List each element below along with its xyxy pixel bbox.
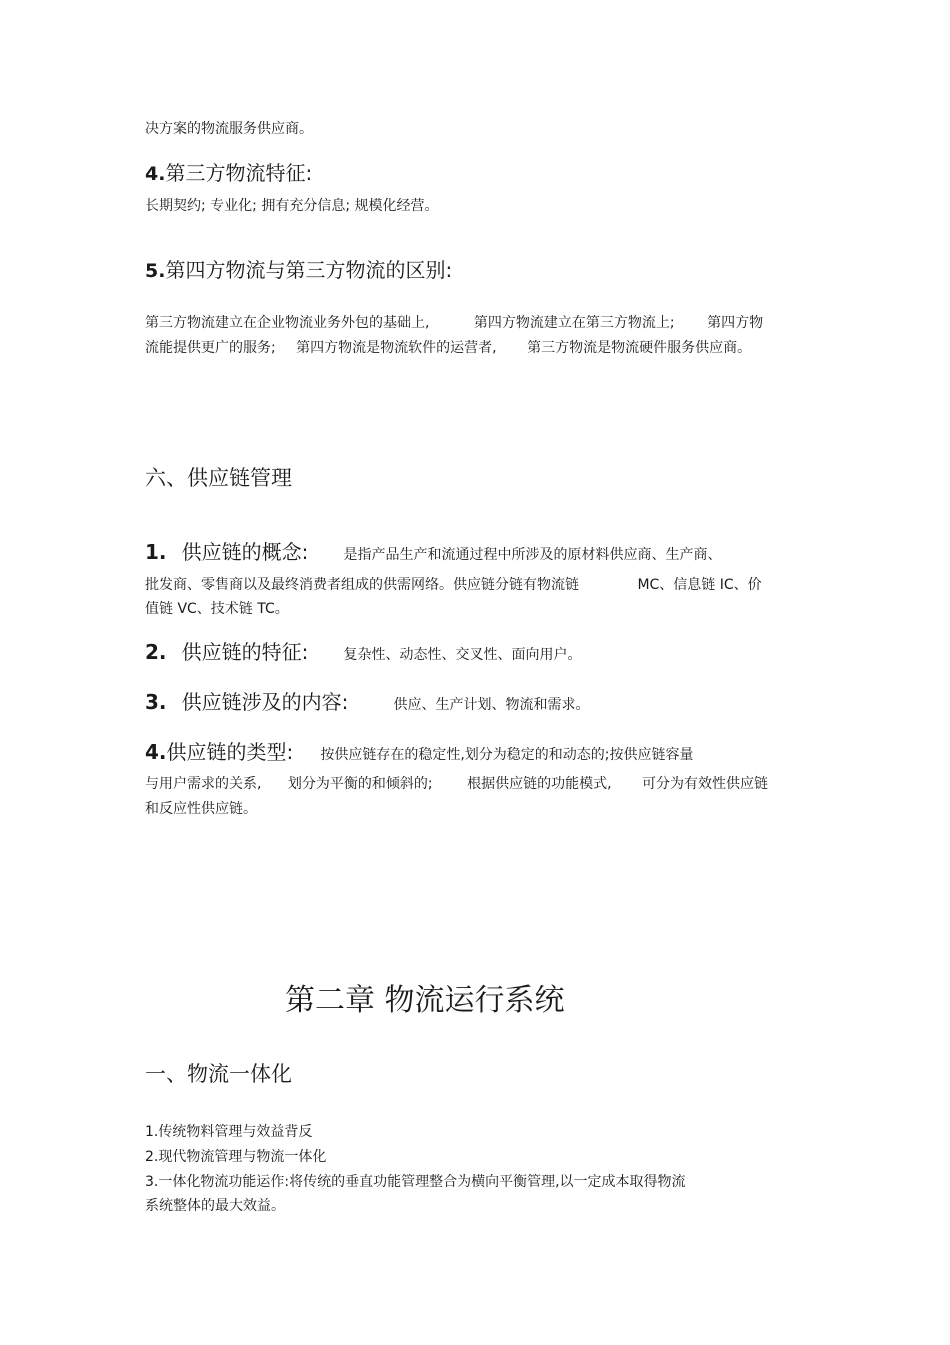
item-number: 2. xyxy=(145,640,167,664)
text-segment: 第四方物流是物流软件的运营者, xyxy=(296,340,497,356)
concept-line-2 xyxy=(145,574,762,594)
heading-text: 第三方物流特征: xyxy=(165,161,313,185)
text-segment: 第四方物 xyxy=(707,315,764,331)
text-segment: 可分为有效性供应链 xyxy=(641,776,768,792)
concept-line-3: 值链 VC、技术链 TC。 xyxy=(145,601,289,617)
difference-line-1 xyxy=(145,312,763,332)
item-title: 供应链的特征: xyxy=(181,640,309,664)
list-item: 3.一体化物流功能运作:将传统的垂直功能管理整合为横向平衡管理,以一定成本取得物流 xyxy=(145,1174,686,1190)
list-item: 2.现代物流管理与物流一体化 xyxy=(145,1149,327,1165)
difference-line-2 xyxy=(145,337,751,357)
heading-number: 4. xyxy=(145,163,166,185)
item-text: 复杂性、动态性、交叉性、面向用户。 xyxy=(343,647,582,663)
text-segment: 根据供应链的功能模式, xyxy=(467,776,612,792)
heading-number: 5. xyxy=(145,260,166,282)
text-segment: 第三方物流是物流硬件服务供应商。 xyxy=(527,340,752,356)
3pl-features-text: 长期契约; 专业化; 拥有充分信息; 规模化经营。 xyxy=(145,198,439,214)
text-segment: 第四方物流建立在第三方物流上; xyxy=(473,315,675,331)
supply-chain-concept xyxy=(145,536,721,565)
section-title-integration: 一、物流一体化 xyxy=(145,1062,292,1086)
types-line-2 xyxy=(145,773,768,793)
item-text: 供应、生产计划、物流和需求。 xyxy=(393,697,590,713)
text-segment: 流能提供更广的服务; xyxy=(145,340,276,356)
supply-chain-contents xyxy=(145,686,589,715)
item-number: 4. xyxy=(145,740,167,764)
heading-text: 第四方物流与第三方物流的区别: xyxy=(165,258,453,282)
item-title: 供应链涉及的内容: xyxy=(181,690,349,714)
item-text: 是指产品生产和流通过程中所涉及的原材料供应商、生产商、 xyxy=(343,547,722,563)
text-segment: 第三方物流建立在企业物流业务外包的基础上, xyxy=(145,315,430,331)
item-number: 1. xyxy=(145,540,167,564)
text-segment: 与用户需求的关系, xyxy=(145,776,262,792)
item-number: 3. xyxy=(145,690,167,714)
supply-chain-types xyxy=(145,736,694,765)
continuation-line: 决方案的物流服务供应商。 xyxy=(145,121,313,137)
item-title: 供应链的概念: xyxy=(181,540,309,564)
list-item: 1.传统物料管理与效益背反 xyxy=(145,1124,313,1140)
types-line-3: 和反应性供应链。 xyxy=(145,801,257,817)
item-title: 供应链的类型: xyxy=(166,740,294,764)
supply-chain-features xyxy=(145,636,581,665)
item-text: 按供应链存在的稳定性,划分为稳定的和动态的;按供应链容量 xyxy=(320,747,694,763)
heading-4pl-vs-3pl xyxy=(145,254,452,283)
heading-3pl-features xyxy=(145,157,312,186)
text-segment: 划分为平衡的和倾斜的; xyxy=(287,776,433,792)
text-segment: 批发商、零售商以及最终消费者组成的供需网络。供应链分链有物流链 xyxy=(145,577,579,593)
list-item-continuation: 系统整体的最大效益。 xyxy=(145,1198,285,1214)
section-title-supply-chain: 六、供应链管理 xyxy=(145,466,292,490)
text-segment: MC、信息链 IC、价 xyxy=(637,577,762,593)
chapter-title: 第二章 物流运行系统 xyxy=(285,983,565,1018)
